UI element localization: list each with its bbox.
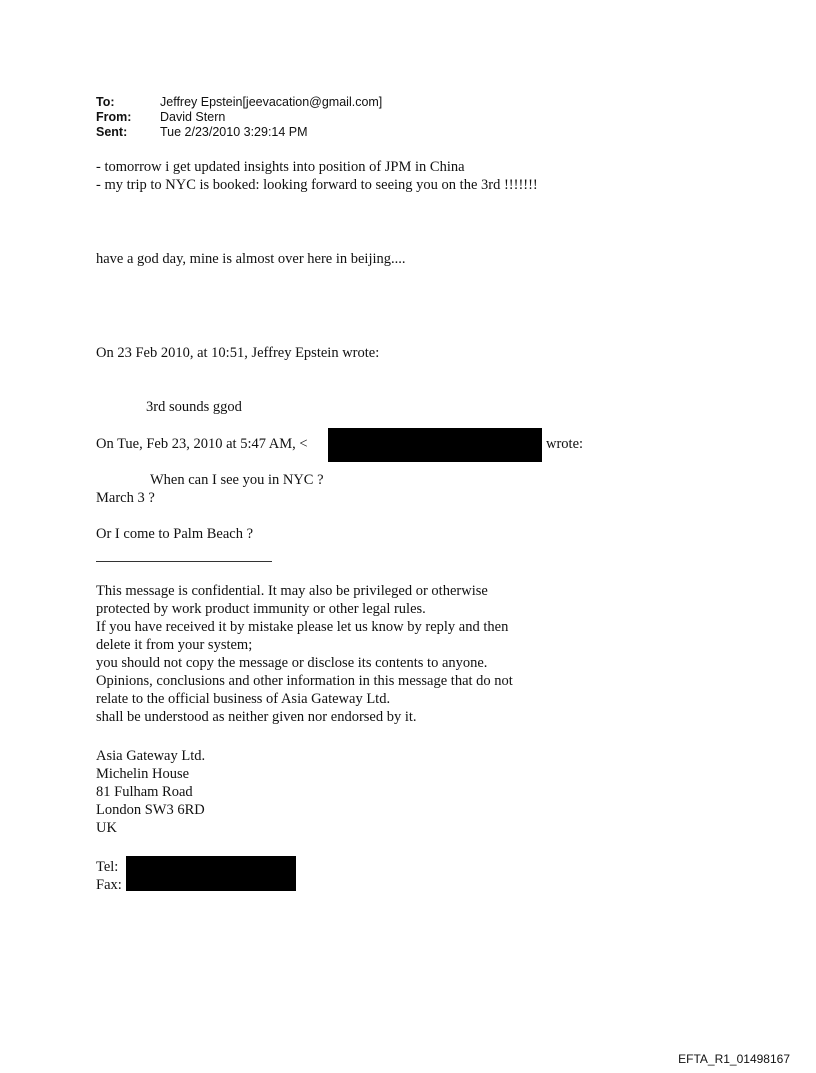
- disclaimer-line: delete it from your system;: [96, 637, 253, 653]
- disclaimer-line: you should not copy the message or disclose its contents to anyone.: [96, 655, 488, 671]
- disclaimer-line: shall be understood as neither given nor endorsed by it.: [96, 709, 417, 725]
- quote2-line-1: When can I see you in NYC ?: [150, 472, 324, 488]
- redaction-email: [328, 428, 542, 462]
- fax-label: Fax:: [96, 877, 122, 893]
- sent-value: Tue 2/23/2010 3:29:14 PM: [160, 125, 308, 139]
- disclaimer-line: Opinions, conclusions and other information in this message that do not: [96, 673, 513, 689]
- quote1-attribution: On 23 Feb 2010, at 10:51, Jeffrey Epstein wrote:: [96, 345, 380, 361]
- disclaimer-line: protected by work product immunity or other legal rules.: [96, 601, 426, 617]
- disclaimer-line: If you have received it by mistake please let us know by reply and then: [96, 619, 509, 635]
- message-line-2: - my trip to NYC is booked: looking forward to seeing you on the 3rd !!!!!!!: [96, 177, 538, 193]
- email-header: [96, 95, 382, 140]
- address-line: Asia Gateway Ltd.: [96, 748, 206, 764]
- from-label: From:: [96, 110, 132, 124]
- to-label: To:: [96, 95, 115, 109]
- address-block: [96, 747, 205, 837]
- to-value: Jeffrey Epstein[jeevacation@gmail.com]: [160, 95, 383, 109]
- quote2-line-3: Or I come to Palm Beach ?: [96, 526, 254, 542]
- address-line: Michelin House: [96, 766, 190, 782]
- quote1-text: 3rd sounds ggod: [146, 399, 242, 415]
- document-id: EFTA_R1_01498167: [678, 1052, 790, 1066]
- address-line: 81 Fulham Road: [96, 784, 193, 800]
- quote2-line-2: March 3 ?: [96, 490, 155, 506]
- sent-row: [96, 125, 382, 140]
- disclaimer-line: relate to the official business of Asia Gateway Ltd.: [96, 691, 391, 707]
- sent-label: Sent:: [96, 125, 128, 139]
- address-line: London SW3 6RD: [96, 802, 205, 818]
- quote2-attribution-prefix: On Tue, Feb 23, 2010 at 5:47 AM, <: [96, 436, 308, 452]
- address-line: UK: [96, 820, 117, 836]
- from-row: [96, 110, 382, 125]
- message-line-1: - tomorrow i get updated insights into position of JPM in China: [96, 159, 465, 175]
- from-value: David Stern: [160, 110, 226, 124]
- message-closing: have a god day, mine is almost over here in beijing....: [96, 251, 406, 267]
- disclaimer-line: This message is confidential. It may also be privileged or otherwise: [96, 583, 488, 599]
- quote2-attribution-suffix: wrote:: [546, 436, 584, 452]
- signature-separator: [96, 561, 272, 562]
- redaction-contact: [126, 856, 296, 891]
- tel-label: Tel:: [96, 859, 119, 875]
- to-row: [96, 95, 382, 110]
- disclaimer-block: [96, 582, 513, 726]
